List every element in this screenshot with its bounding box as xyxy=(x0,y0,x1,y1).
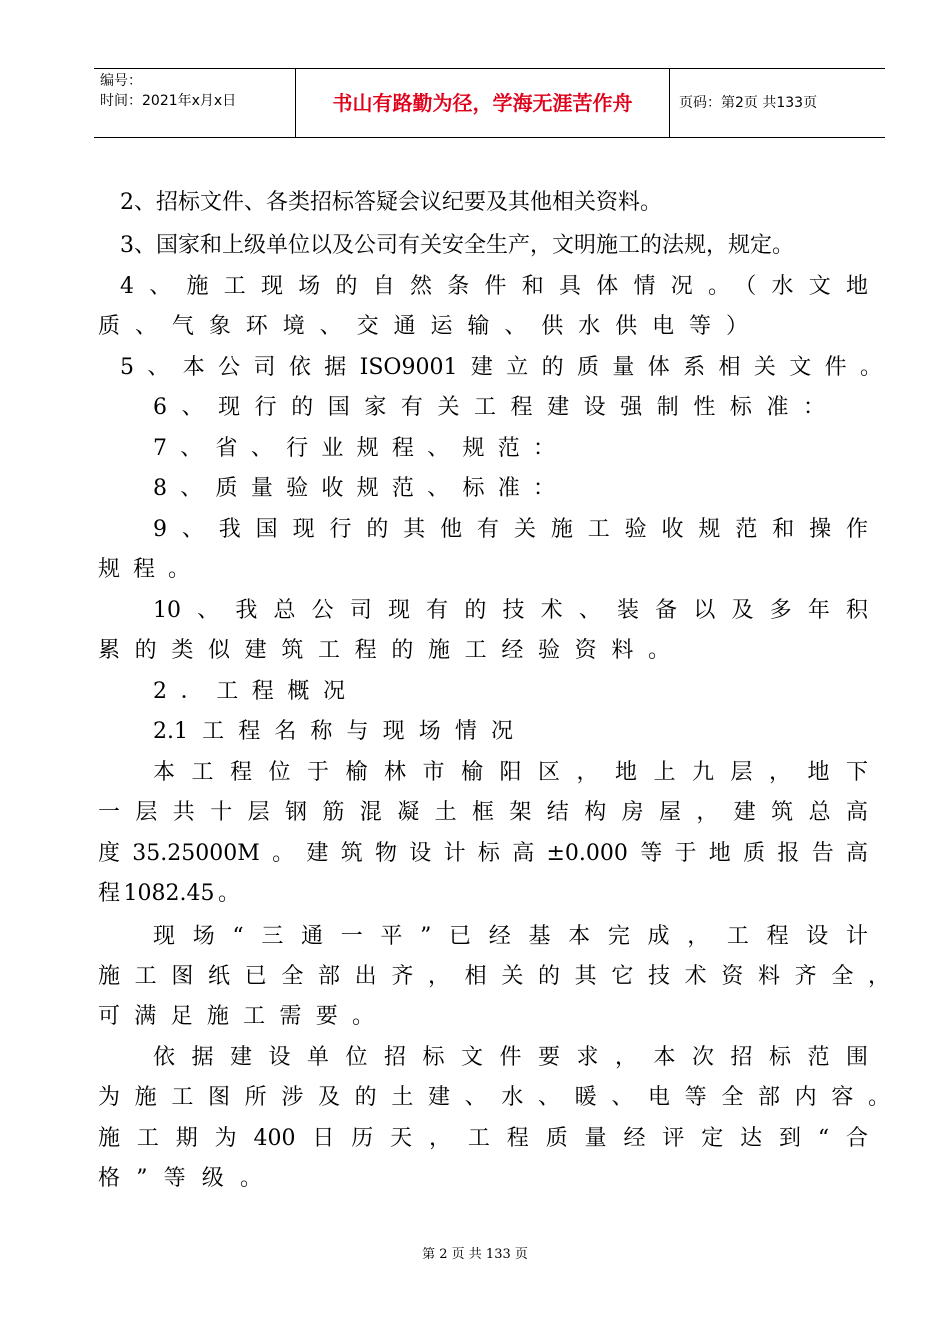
body-line xyxy=(0,348,950,388)
body-line xyxy=(0,510,950,550)
line-text: 10、我总公司现有的技术、装备以及多年积 xyxy=(153,598,868,623)
line-text: 度35.25000M。建筑物设计标高±0.000等于地质报告高 xyxy=(98,841,868,866)
line-text: 2.1工程名称与现场情况 xyxy=(153,719,513,744)
line-text: 可满足施工需要。 xyxy=(98,1004,374,1029)
header-page-info: 页码：第2页 共133页 xyxy=(679,95,818,111)
document-time-label: 时间：2021年x月x日 xyxy=(100,93,237,109)
body-line xyxy=(0,429,950,469)
line-text: 格”等级。 xyxy=(98,1166,262,1191)
line-text: 一层共十层钢筋混凝土框架结构房屋，建筑总高 xyxy=(98,800,868,825)
line-text: 现场“三通一平”已经基本完成，工程设计 xyxy=(153,924,868,949)
line-text: 5、本公司依据ISO9001建立的质量体系相关文件。 xyxy=(120,355,882,380)
body-line xyxy=(0,753,950,793)
line-text: 8、质量验收规范、标准： xyxy=(153,476,555,501)
body-line xyxy=(0,469,950,509)
line-text: 依据建设单位招标文件要求，本次招标范围 xyxy=(153,1045,868,1070)
body-line xyxy=(0,672,950,712)
line-text: 4、施工现场的自然条件和具体情况。（水文地 xyxy=(120,274,868,299)
line-text: 2、招标文件、各类招标答疑会议纪要及其他相关资料。 xyxy=(120,190,662,215)
line-text: 3、国家和上级单位以及公司有关安全生产，文明施工的法规，规定。 xyxy=(120,233,794,258)
line-text: 9、我国现行的其他有关施工验收规范和操作 xyxy=(153,517,868,542)
header-motto: 书山有路勤为径，学海无涯苦作舟 xyxy=(332,91,633,115)
body-line xyxy=(0,712,950,752)
body-line xyxy=(0,550,950,590)
document-code-label: 编号： xyxy=(100,73,142,89)
body-line xyxy=(0,917,950,957)
body-line xyxy=(0,388,950,428)
body-line xyxy=(0,834,950,874)
body-line xyxy=(0,183,950,223)
line-text: 施工期为400日历天，工程质量经评定达到“合 xyxy=(98,1126,868,1151)
body-line xyxy=(0,226,950,266)
body-line xyxy=(0,1119,950,1159)
body-line xyxy=(0,1078,950,1118)
header-motto-cell xyxy=(295,69,670,137)
page-footer: 第 2 页 共 133 页 xyxy=(422,1247,528,1262)
line-text: 为施工图所涉及的土建、水、暖、电等全部内容。 xyxy=(98,1085,890,1110)
line-text: 程1082.45。 xyxy=(98,881,240,906)
line-text: 规程。 xyxy=(98,557,190,582)
line-text: 2．工程概况 xyxy=(153,679,345,704)
header-meta-cell xyxy=(94,69,295,137)
line-text: 质、气象环境、交通运输、供水供电等） xyxy=(98,314,748,339)
body-line xyxy=(0,307,950,347)
body-line xyxy=(0,1038,950,1078)
body-line xyxy=(0,874,950,914)
body-line xyxy=(0,997,950,1037)
body-line xyxy=(0,267,950,307)
line-text: 本工程位于榆林市榆阳区，地上九层，地下 xyxy=(153,760,868,785)
line-text: 累的类似建筑工程的施工经验资料。 xyxy=(98,638,670,663)
body-line xyxy=(0,1159,950,1199)
body-line xyxy=(0,793,950,833)
page-header xyxy=(94,68,885,138)
header-page-cell xyxy=(669,69,885,137)
body-line xyxy=(0,957,950,997)
body-line xyxy=(0,591,950,631)
body-line xyxy=(0,631,950,671)
line-text: 7、省、行业规程、规范： xyxy=(153,436,555,461)
line-text: 施工图纸已全部出齐，相关的其它技术资料齐全， xyxy=(98,964,890,989)
line-text: 6、现行的国家有关工程建设强制性标准： xyxy=(153,395,825,420)
